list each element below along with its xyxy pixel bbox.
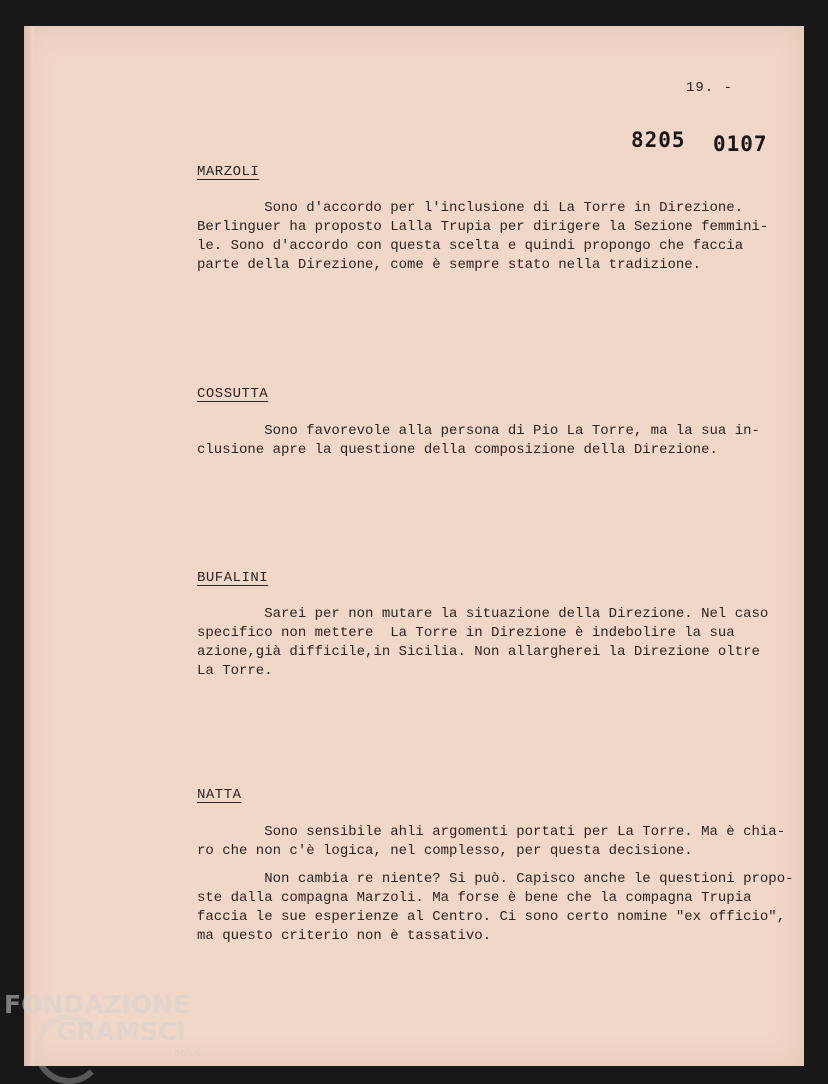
speaker-marzoli: MARZOLI xyxy=(197,164,260,180)
logo-line1: FONDAZIONE xyxy=(4,990,191,1019)
fondazione-gramsci-logo xyxy=(4,990,201,1059)
paragraph-cossutta-1: Sono favorevole alla persona di Pio La Torre, ma la sua in- clusione apre la questione della composizione della Direzione. xyxy=(197,423,760,458)
paragraph-natta-1: Sono sensibile ahli argomenti portati per La Torre. Ma è ro che non c'è logica, nel complesso, per questa decisione. xyxy=(197,824,735,859)
logo-suffix: onlus xyxy=(174,1048,201,1059)
paragraph-bufalini-1: Sarei per non mutare la situazione della Direzione. Nel caso specifico non mettere La Torre in Direzione è indebolire la sua azione,già difficile,in Sicilia. Non allargherei la Direzione oltre La Torre. xyxy=(197,606,769,679)
logo-ring-icon xyxy=(34,1014,104,1084)
speaker-natta: NATTA xyxy=(197,787,242,803)
logo-line2: GRAMSCI xyxy=(56,1017,186,1046)
page-edge-shadow xyxy=(24,26,34,1066)
archive-stamp-right: 0107 xyxy=(713,132,768,156)
speaker-cossutta: COSSUTTA xyxy=(197,386,269,402)
paragraph-natta-2: Non cambia re niente? Si può. Capisco anche le questioni ste dalla compagna Marzoli. Ma forse è bene che la compagna Trupia faccia le sue esperienze al Centro. Ci sono certo nomine "ex officio", ma questo criterio non è tassativo. xyxy=(197,871,786,944)
page-number: 19. - xyxy=(686,80,734,96)
archive-stamp-left: 8205 xyxy=(631,128,686,152)
speaker-bufalini: BUFALINI xyxy=(197,570,269,586)
paragraph-marzoli-1: Sono d'accordo per l'inclusione di La Torre in Direzione. Berlinguer ha proposto Lalla Trupia per dirigere la Sezione femmini- le. Sono d'accordo con questa scelta e quindi propongo che faccia parte della Direzione, come è sempre stato nella tradizione. xyxy=(197,200,769,273)
